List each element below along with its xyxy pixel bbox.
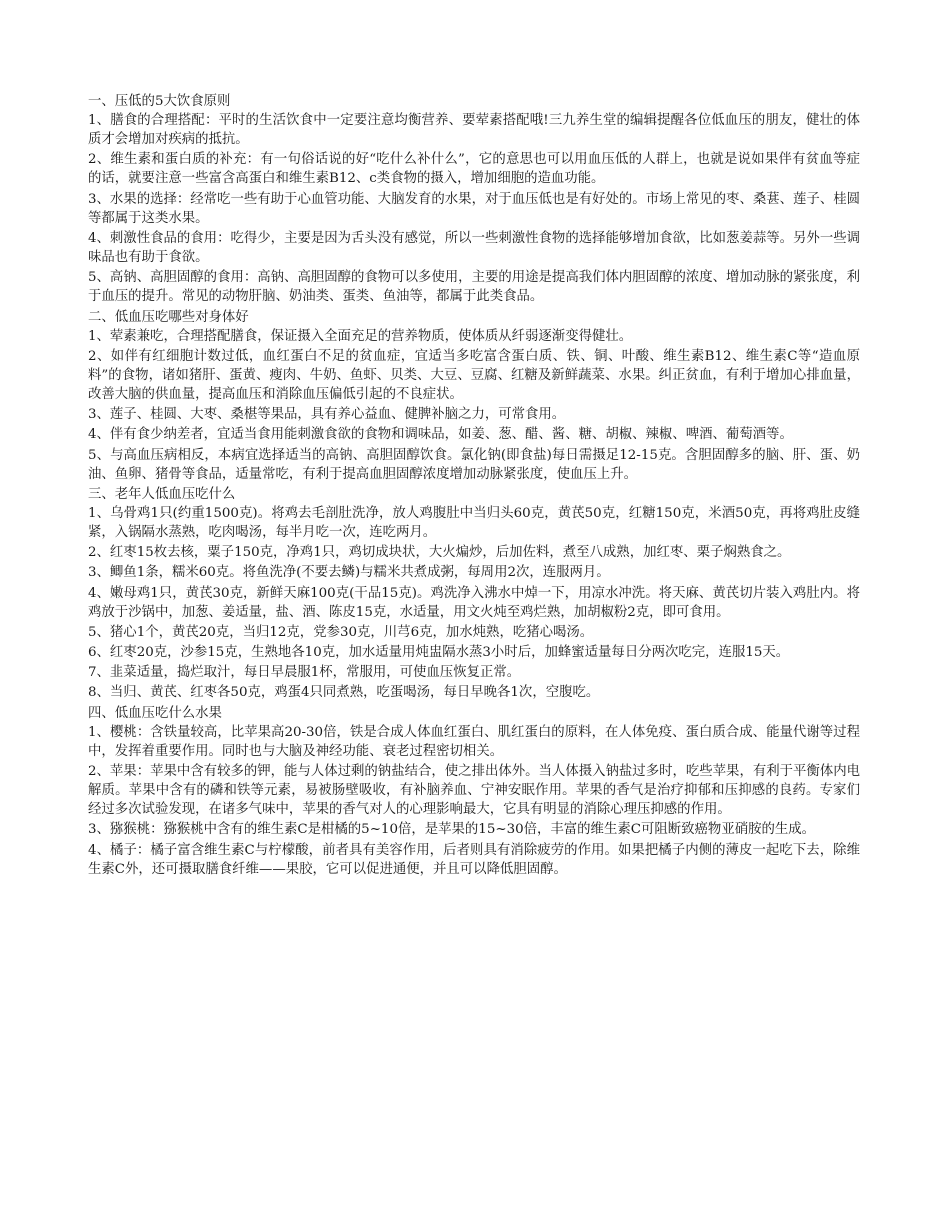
- section-diet-principles: [88, 92, 860, 306]
- paragraph: 1、膳食的合理搭配：平时的生活饮食中一定要注意均衡营养、要荤素搭配哦!三九养生堂的编辑提醒各位低血压的朋友，健壮的体质才会增加对疾病的抵抗。: [88, 113, 860, 148]
- paragraph: 2、如伴有红细胞计数过低，血红蛋白不足的贫血症，宜适当多吃富含蛋白质、铁、铜、叶酸、维生素B12、维生素C等“造血原料”的食物，诸如猪肝、蛋黄、瘦肉、牛奶、鱼虾、贝类、大豆、豆腐、红糖及新鲜蔬菜、水果。纠正贫血，有利于增加心排血量，改善大脑的供血量，提高血压和消除血压偏低引起的不良症状。: [88, 348, 860, 402]
- section-fruits: [88, 704, 860, 879]
- paragraph: 2、苹果：苹果中含有较多的钾，能与人体过剩的钠盐结合，使之排出体外。当人体摄入钠盐过多时，吃些苹果，有利于平衡体内电解质。苹果中含有的磷和铁等元素，易被肠壁吸收，有补脑养血、宁神安眠作用。苹果的香气是治疗抑郁和压抑感的良药。专家们经过多次试验发现，在诸多气味中，苹果的香气对人的心理影响最大，它具有明显的消除心理压抑感的作用。: [88, 763, 860, 818]
- paragraph: 4、刺激性食品的食用：吃得少，主要是因为舌头没有感觉，所以一些刺激性食物的选择能够增加食欲，比如葱姜蒜等。另外一些调味品也有助于食欲。: [88, 230, 860, 266]
- paragraph: 5、与高血压病相反，本病宜选择适当的高钠、高胆固醇饮食。氯化钠(即食盐)每日需摄足12-15克。含胆固醇多的脑、肝、蛋、奶油、鱼卵、猪骨等食品，适量常吃，有利于提高血胆固醇浓度增加动脉紧张度，使血压上升。: [88, 447, 860, 482]
- document-body: [88, 92, 860, 880]
- paragraph: 8、当归、黄芪、红枣各50克，鸡蛋4只同煮熟，吃蛋喝汤，每日早晚各1次，空腹吃。: [88, 685, 600, 701]
- paragraph: 3、猕猴桃：猕猴桃中含有的维生素C是柑橘的5~10倍，是苹果的15~30倍，丰富的维生素C可阻断致癌物亚硝胺的生成。: [88, 822, 816, 838]
- paragraph: 1、乌骨鸡1只(约重1500克)。将鸡去毛剖肚洗净，放人鸡腹肚中当归头60克，黄芪50克，红糖150克，米酒50克，再将鸡肚皮缝紧，入锅隔水蒸熟，吃肉喝汤，每半月吃一次，连吃两月。: [88, 505, 860, 540]
- paragraph: 1、樱桃：含铁量较高，比苹果高20-30倍，铁是合成人体血红蛋白、肌红蛋白的原料，在人体免疫、蛋白质合成、能量代谢等过程中，发挥着重要作用。同时也与大脑及神经功能、衰老过程密切相关。: [88, 724, 860, 759]
- section-good-foods: [88, 308, 860, 484]
- paragraph: 3、莲子、桂圆、大枣、桑椹等果品，具有养心益血、健脾补脑之力，可常食用。: [88, 407, 566, 423]
- paragraph: 5、猪心1个，黄芪20克，当归12克，党参30克，川芎6克，加水炖熟，吃猪心喝汤。: [88, 624, 594, 640]
- section-heading: 四、低血压吃什么水果: [88, 705, 222, 721]
- paragraph: 2、维生素和蛋白质的补充：有一句俗话说的好“吃什么补什么”，它的意思也可以用血压低的人群上，也就是说如果伴有贫血等症的话，就要注意一些富含高蛋白和维生素B12、c类食物的摄入，增加细胞的造血功能。: [88, 152, 860, 187]
- paragraph: 1、荤素兼吃，合理搭配膳食，保证摄入全面充足的营养物质，使体质从纤弱逐渐变得健壮。: [88, 328, 633, 344]
- section-elderly-recipes: [88, 485, 860, 703]
- paragraph: 2、红枣15枚去核，粟子150克，净鸡1只，鸡切成块状，大火煸炒，后加佐料，煮至八成熟，加红枣、栗子焖熟食之。: [88, 545, 791, 561]
- section-heading: 三、老年人低血压吃什么: [88, 486, 236, 502]
- paragraph: 6、红枣20克，沙参15克，生熟地各10克，加水适量用炖盅隔水蒸3小时后，加蜂蜜适量每日分两次吃完，连服15天。: [88, 645, 790, 661]
- paragraph: 7、韭菜适量，捣烂取汁，每日早晨服1杯，常服用，可使血压恢复正常。: [88, 665, 521, 681]
- paragraph: 3、鲫鱼1条，糯米60克。将鱼洗净(不要去鳞)与糯米共煮成粥，每周用2次，连服两月。: [88, 565, 610, 581]
- paragraph: 4、嫩母鸡1只，黄芪30克，新鲜天麻100克(干品15克)。鸡洗净入沸水中焯一下，用凉水冲洗。将天麻、黄芪切片装入鸡肚内。将鸡放于沙锅中，加葱、姜适量，盐、酒、陈皮15克，水适量，用文火炖至鸡烂熟，加胡椒粉2克，即可食用。: [88, 585, 860, 620]
- paragraph: 3、水果的选择：经常吃一些有助于心血管功能、大脑发育的水果，对于血压低也是有好处的。市场上常见的枣、桑葚、莲子、桂圆等都属于这类水果。: [88, 191, 860, 226]
- paragraph: 4、橘子：橘子富含维生素C与柠檬酸，前者具有美容作用，后者则具有消除疲劳的作用。如果把橘子内侧的薄皮一起吃下去，除维生素C外，还可摄取膳食纤维——果胶，它可以促进通便，并且可以降低胆固醇。: [88, 842, 860, 877]
- paragraph: 5、高钠、高胆固醇的食用：高钠、高胆固醇的食物可以多使用，主要的用途是提高我们体内胆固醇的浓度、增加动脉的紧张度，利于血压的提升。常见的动物肝脑、奶油类、蛋类、鱼油等，都属于此类食品。: [88, 270, 860, 305]
- section-heading: 二、低血压吃哪些对身体好: [88, 309, 249, 325]
- paragraph: 4、伴有食少纳差者，宜适当食用能刺激食欲的食物和调味品，如姜、葱、醋、酱、糖、胡椒、辣椒、啤酒、葡萄酒等。: [88, 427, 793, 443]
- section-heading: 一、压低的5大饮食原则: [88, 94, 231, 109]
